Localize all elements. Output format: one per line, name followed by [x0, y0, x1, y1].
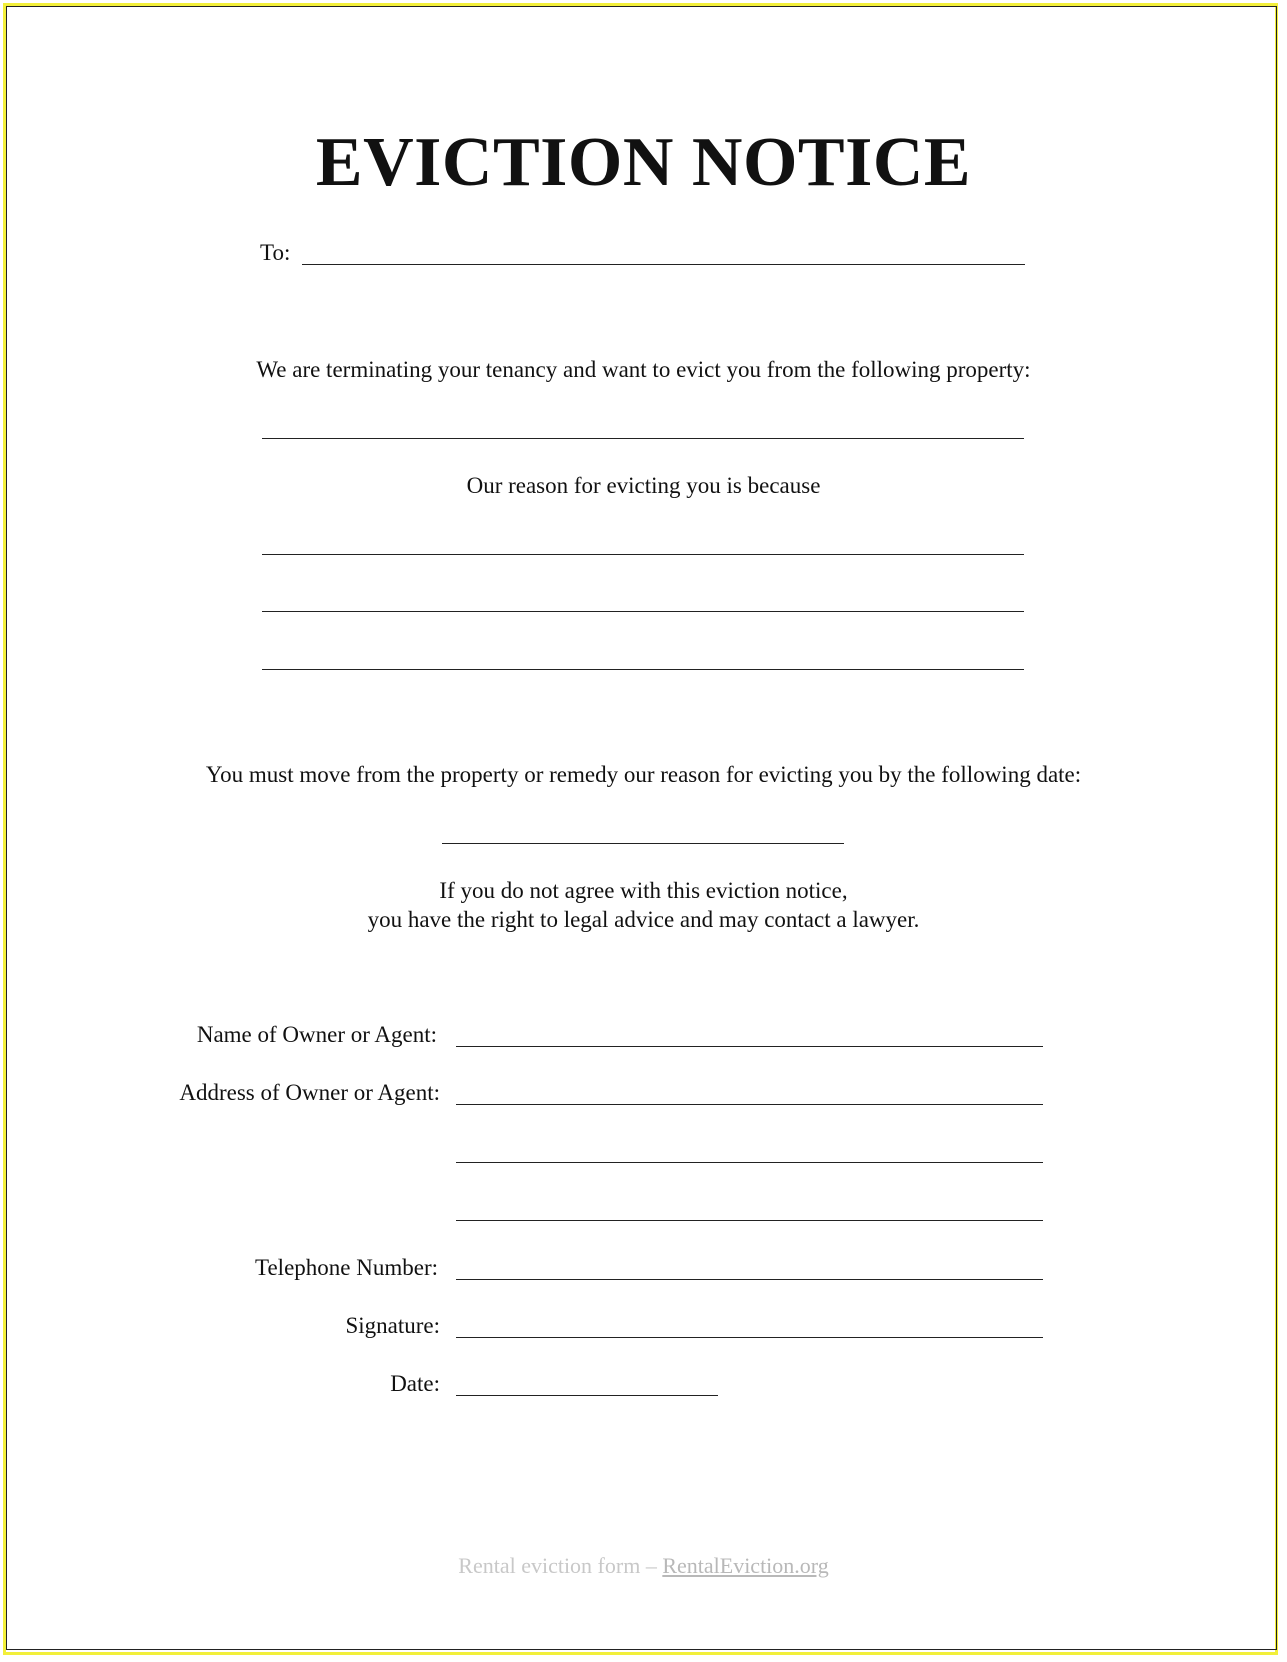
legal-advice-line-2: you have the right to legal advice and may contact a lawyer. [367, 907, 920, 932]
reason-field-line-1[interactable] [262, 554, 1024, 555]
signature-label: Signature: [345, 1313, 440, 1338]
to-field-line[interactable] [302, 264, 1025, 265]
date-label: Date: [390, 1371, 440, 1396]
signature-field-line[interactable] [456, 1337, 1043, 1338]
reason-field-line-3[interactable] [262, 669, 1024, 670]
owner-name-field-line[interactable] [456, 1046, 1043, 1047]
owner-address-label: Address of Owner or Agent: [179, 1080, 440, 1105]
reason-field-line-2[interactable] [262, 611, 1024, 612]
owner-address-field-line-2[interactable] [456, 1162, 1043, 1163]
date-field-line[interactable] [456, 1395, 718, 1396]
property-field-line[interactable] [262, 438, 1024, 439]
telephone-field-line[interactable] [456, 1279, 1043, 1280]
owner-address-field-line-1[interactable] [456, 1104, 1043, 1105]
owner-address-field-line-3[interactable] [456, 1220, 1043, 1221]
footer [0, 1552, 1287, 1580]
move-date-field-line[interactable] [442, 843, 844, 844]
move-statement: You must move from the property or remedy our reason for evicting you by the following date: [205, 762, 1082, 787]
page-title: EVICTION NOTICE [315, 124, 972, 201]
footer-link[interactable]: RentalEviction.org [662, 1553, 829, 1578]
footer-text: Rental eviction form – [458, 1553, 663, 1578]
to-label: To: [260, 240, 291, 265]
page-frame-inner [6, 6, 1277, 1650]
property-statement: We are terminating your tenancy and want to evict you from the following property: [256, 357, 1031, 382]
telephone-label: Telephone Number: [255, 1255, 438, 1280]
reason-statement: Our reason for evicting you is because [466, 473, 821, 498]
owner-name-label: Name of Owner or Agent: [196, 1022, 437, 1047]
legal-advice-line-1: If you do not agree with this eviction notice, [439, 878, 848, 903]
